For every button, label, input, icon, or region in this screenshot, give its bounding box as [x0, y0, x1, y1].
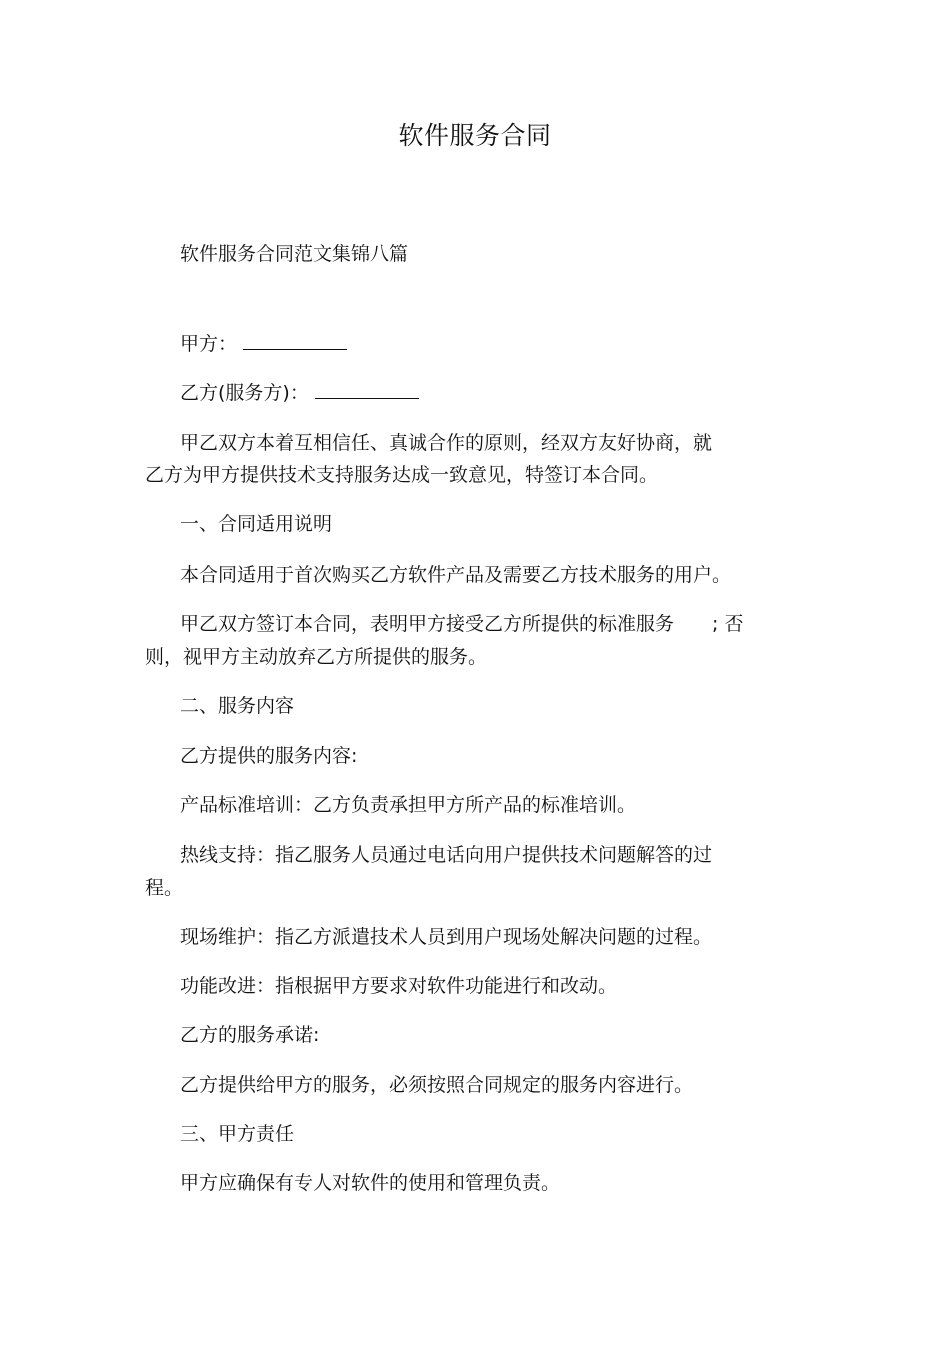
service-hotline-line2: 程。	[145, 877, 184, 899]
party-b-line	[180, 380, 419, 405]
section3-heading: 三、甲方责任	[180, 1123, 295, 1145]
commitment-heading: 乙方的服务承诺:	[180, 1024, 320, 1046]
service-training: 产品标准培训：乙方负责承担甲方所产品的标准培训。	[180, 794, 637, 816]
party-a-line	[180, 331, 347, 356]
service-improve: 功能改进：指根据甲方要求对软件功能进行和改动。	[180, 975, 618, 997]
party-b-label: 乙方(服务方)：	[180, 382, 309, 404]
document-subtitle: 软件服务合同范文集锦八篇	[180, 243, 409, 265]
intro-paragraph-line1: 甲乙双方本着互相信任、真诚合作的原则，经双方友好协商，就	[180, 432, 713, 454]
party-b-blank	[315, 380, 419, 399]
section2-intro: 乙方提供的服务内容:	[180, 745, 358, 767]
section1-paragraph1: 本合同适用于首次购买乙方软件产品及需要乙方技术服务的用户。	[180, 564, 732, 586]
section3-paragraph1: 甲方应确保有专人对软件的使用和管理负责。	[180, 1172, 561, 1194]
commitment-text: 乙方提供给甲方的服务，必须按照合同规定的服务内容进行。	[180, 1074, 694, 1096]
intro-paragraph-line2: 乙方为甲方提供技术支持服务达成一致意见，特签订本合同。	[145, 464, 659, 486]
party-a-label: 甲方：	[180, 333, 238, 355]
section2-heading: 二、服务内容	[180, 695, 295, 717]
document-title: 软件服务合同	[398, 121, 552, 150]
section1-paragraph2-text: 甲乙双方签订本合同，表明甲方接受乙方所提供的标准服务	[180, 613, 675, 635]
service-hotline-line1: 热线支持：指乙服务人员通过电话向用户提供技术问题解答的过	[180, 844, 713, 866]
section1-heading: 一、合同适用说明	[180, 513, 333, 535]
party-a-blank	[243, 331, 347, 350]
section1-paragraph2-tail: ; 否	[712, 613, 744, 635]
section1-paragraph2-line2: 则，视甲方主动放弃乙方所提供的服务。	[145, 646, 488, 668]
section1-paragraph2-line1	[180, 612, 743, 636]
service-onsite: 现场维护：指乙方派遣技术人员到用户现场处解决问题的过程。	[180, 926, 713, 948]
